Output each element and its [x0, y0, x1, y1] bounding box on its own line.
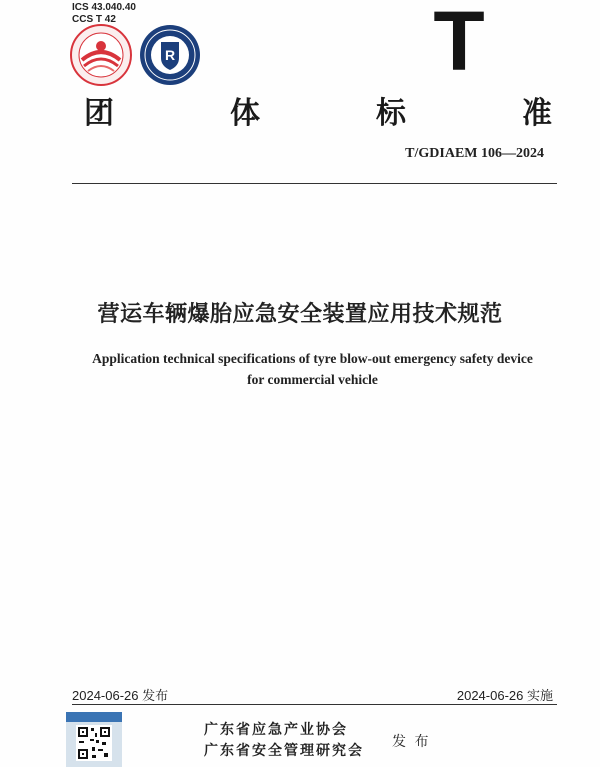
title-chinese: 营运车辆爆胎应急安全装置应用技术规范 [97, 302, 503, 327]
classification-codes [72, 2, 136, 26]
publisher-name: 广东省应急产业协会 [204, 722, 348, 738]
publish-action-label: 发 布 [392, 734, 431, 750]
title-english [40, 348, 585, 390]
standard-type-char: 团 [84, 96, 114, 131]
standard-type-char: 标 [376, 96, 406, 131]
title-english-line: Application technical specifications of tyre blow-out emergency safety device [92, 351, 533, 366]
standard-type-char: 准 [522, 96, 552, 131]
association-seal-red-logo [70, 24, 132, 86]
qr-header-bar [66, 712, 122, 722]
svg-text:R: R [164, 47, 176, 63]
standard-type-char: 体 [230, 96, 260, 131]
ccs-code: CCS T 42 [72, 14, 116, 25]
standard-category-letter: T [433, 0, 485, 88]
publisher-name: 广东省安全管理研究会 [204, 743, 364, 759]
qr-code-icon [66, 712, 122, 767]
implement-date: 2024-06-26 [456, 688, 524, 703]
issue-label: 发布 [142, 688, 169, 703]
association-seal-blue-logo [139, 24, 201, 86]
issue-date-block [72, 685, 168, 704]
qr-pattern-icon [76, 725, 112, 761]
standard-number: T/GDIAEM 106—2024 [405, 146, 544, 161]
header-divider [72, 183, 557, 184]
footer-divider [72, 704, 557, 705]
implement-label: 实施 [526, 688, 553, 703]
title-english-line: for commercial vehicle [247, 372, 378, 387]
implement-date-block [457, 685, 553, 704]
standard-type-heading [84, 88, 552, 132]
ics-code: ICS 43.040.40 [72, 2, 136, 13]
issue-date: 2024-06-26 [72, 688, 139, 703]
publisher-list [204, 720, 364, 762]
